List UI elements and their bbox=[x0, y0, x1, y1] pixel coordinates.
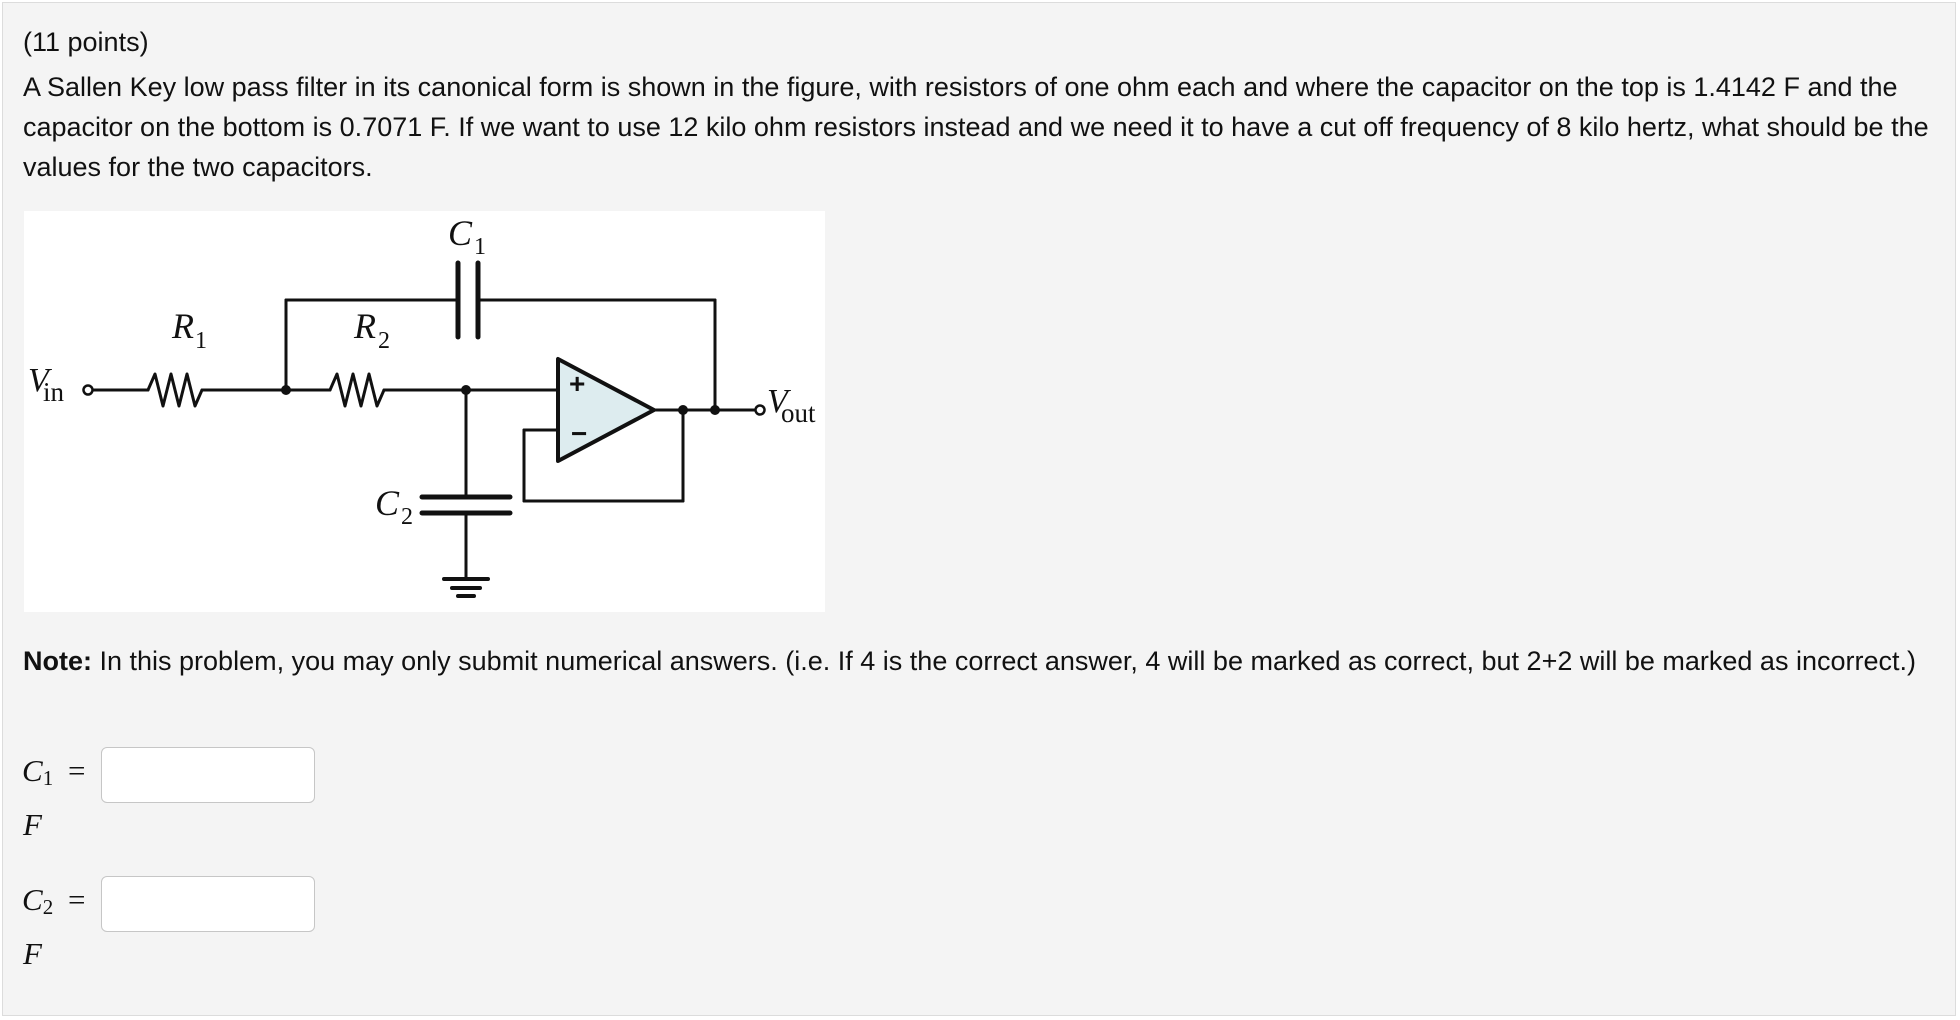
problem-points: (11 points) bbox=[23, 27, 149, 57]
answer-c1-unit: F bbox=[23, 807, 42, 842]
vin-label: V bbox=[28, 362, 49, 399]
note-body: In this problem, you may only submit numerical answers. (i.e. If 4 is the correct answer, 4 will be marked as correct, but 2+2 will be marked as incorrect.) bbox=[92, 646, 1916, 676]
vout-label: V bbox=[767, 383, 788, 420]
r1-subscript: 1 bbox=[195, 328, 207, 354]
junction-out-fb bbox=[678, 405, 688, 415]
minus-sign: − bbox=[571, 418, 588, 449]
junction-r2-c2 bbox=[461, 385, 471, 395]
vout-subscript: out bbox=[781, 398, 816, 428]
c1-subscript: 1 bbox=[474, 234, 486, 260]
answer-c2-symbol: $C_2$ bbox=[22, 882, 54, 919]
answer-c1-equals: = bbox=[68, 753, 86, 788]
sallen-key-schematic bbox=[24, 211, 825, 612]
problem-panel bbox=[2, 2, 1956, 1016]
problem-statement: A Sallen Key low pass filter in its canonical form is shown in the figure, with resistors of one ohm each and where the capacitor on the top is 1.4142 F and the capacitor on the bottom is 0.7071 F. If we want to use 12 kilo ohm resistors instead and we need it to have a cut off frequency of 8 kilo hertz, what should be the values for the two capacitors. bbox=[23, 72, 1929, 182]
r2-resistor bbox=[330, 374, 384, 406]
r2-subscript: 2 bbox=[378, 328, 390, 354]
circuit-diagram bbox=[24, 211, 825, 612]
answer-c1-symbol: $C_1$ bbox=[22, 753, 54, 790]
junction-r1-r2 bbox=[281, 385, 291, 395]
plus-sign: + bbox=[569, 368, 586, 399]
answer-c1-input[interactable] bbox=[101, 747, 315, 803]
answer-c2-input[interactable] bbox=[101, 876, 315, 932]
note-label: Note: bbox=[23, 646, 92, 676]
junction-out-top bbox=[710, 405, 720, 415]
vin-terminal bbox=[84, 386, 93, 395]
c2-subscript: 2 bbox=[401, 504, 413, 530]
r1-resistor bbox=[148, 374, 202, 406]
note-text bbox=[23, 641, 1943, 681]
c1-label: C bbox=[448, 213, 473, 253]
vin-subscript: in bbox=[43, 377, 65, 407]
c2-label: C bbox=[375, 483, 400, 523]
vout-terminal bbox=[756, 406, 765, 415]
r1-label: R bbox=[172, 306, 194, 346]
answer-c2-equals: = bbox=[68, 882, 86, 917]
answer-c2-unit: F bbox=[23, 936, 42, 971]
r2-label: R bbox=[354, 306, 376, 346]
